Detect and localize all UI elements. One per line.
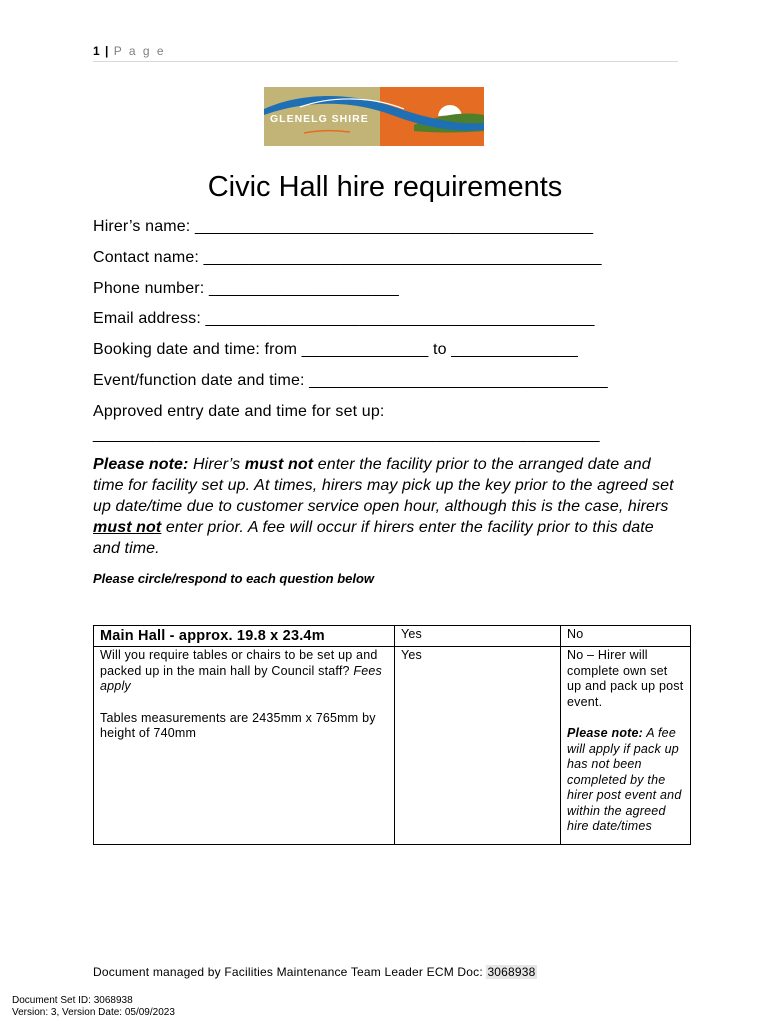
entry-date-label: Approved entry date and time for set up: [93, 403, 385, 420]
no-header-cell: No [561, 626, 691, 647]
logo-text: GLENELG SHIRE [270, 113, 369, 125]
glenelg-shire-logo [264, 87, 484, 146]
instruction-text: Please circle/respond to each question below [93, 571, 375, 586]
booking-date-field: Booking date and time: from ______________ to ______________ [93, 341, 578, 358]
page-title: Civic Hall hire requirements [207, 171, 563, 203]
main-hall-heading: Main Hall - approx. 19.8 x 23.4m [100, 628, 325, 644]
fee-note: Please note: A fee will apply if pack up has not been completed by the hirer post event and within the agreed hire date/times [567, 726, 682, 833]
version-info: Version: 3, Version Date: 05/09/2023 [12, 1007, 175, 1018]
fees-apply: Fees apply [100, 663, 382, 693]
main-hall-table [93, 625, 691, 845]
yes-option[interactable]: Yes [395, 647, 561, 845]
event-date-field: Event/function date and time: _________________________________ [93, 372, 608, 389]
question-text: Will you require tables or chairs to be set up and packed up in the main hall by Council staff? [100, 648, 378, 678]
email-address-field: Email address: ___________________________________________ [93, 310, 595, 327]
must-not-underlined: must not [93, 519, 162, 536]
document-meta [12, 995, 175, 1019]
contact-name-field: Contact name: ____________________________________________ [93, 249, 602, 266]
doc-number: 3068938 [487, 965, 536, 979]
must-not-emphasis: must not [244, 456, 314, 473]
document-set-id: Document Set ID: 3068938 [12, 995, 133, 1006]
yes-header-cell: Yes [395, 626, 561, 647]
no-answer-text: No – Hirer will complete own set up and pack up post event. [567, 648, 684, 709]
please-note-paragraph: Please note: Hirer’s must not enter the facility prior to the arranged date and time for facility set up. At times, hirers may pick up the key prior to the agreed set up date/time due to customer service open hour, although this is the case, hirers must not enter prior. A fee will occur if hirers enter the facility prior to this date and time. [93, 456, 674, 557]
question-cell [94, 647, 395, 845]
no-option[interactable] [561, 647, 691, 845]
entry-date-line: ________________________________________________________ [93, 426, 600, 443]
page-number: 1 | P a g e [93, 44, 166, 58]
table-measurements: Tables measurements are 2435mm x 765mm by height of 740mm [100, 710, 376, 740]
phone-number-field: Phone number: _____________________ [93, 280, 399, 297]
note-label: Please note: [93, 456, 189, 473]
header-rule [93, 61, 678, 62]
footer: Document managed by Facilities Maintenance Team Leader ECM Doc: 3068938 [93, 965, 536, 979]
table-heading-cell [94, 626, 395, 647]
hirer-name-field: Hirer’s name: ____________________________________________ [93, 218, 594, 235]
